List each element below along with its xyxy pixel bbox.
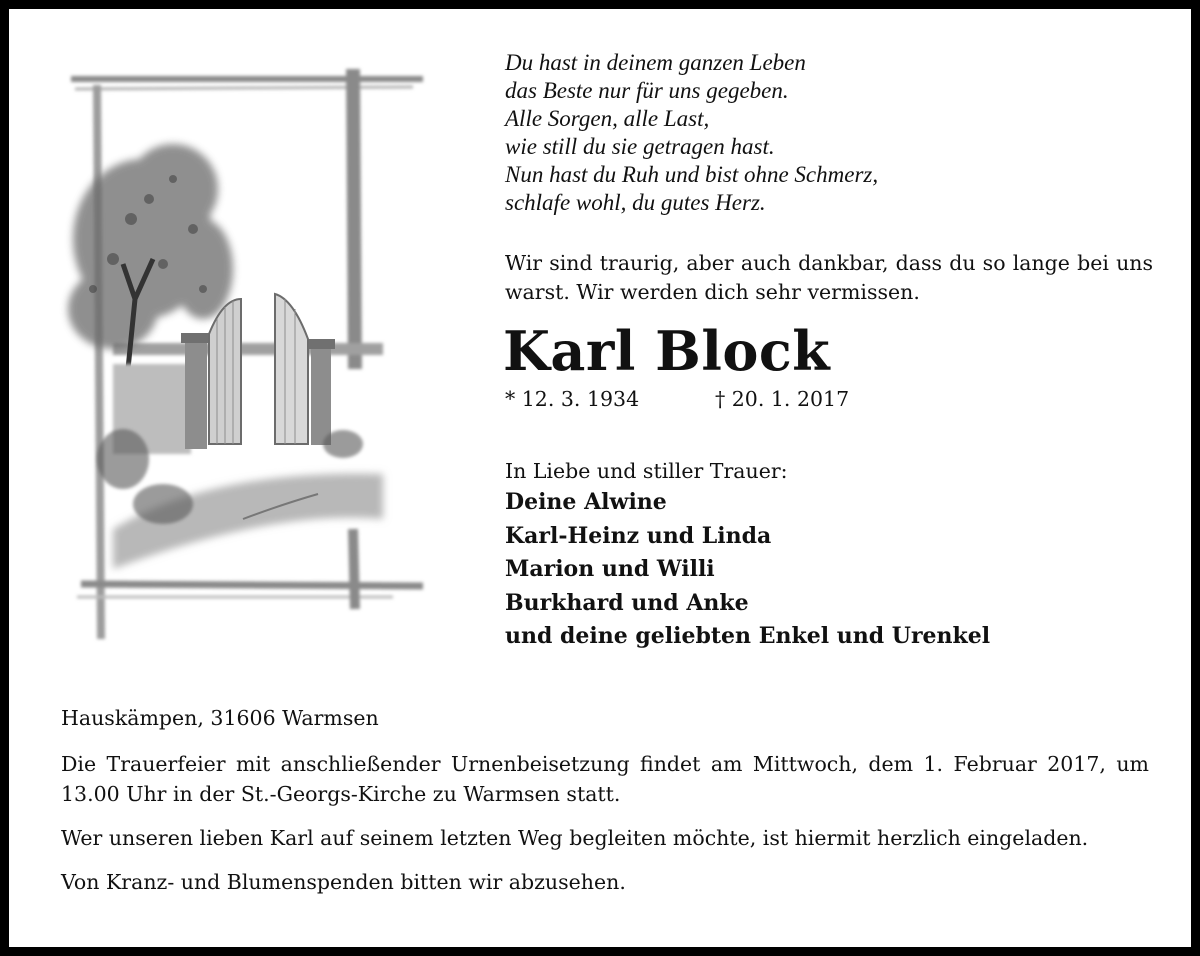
garden-gate-sketch-icon [53,49,433,659]
mourner-name: Karl-Heinz und Linda [505,522,772,549]
mourners-list [505,486,1165,654]
mourner-name: Deine Alwine [505,489,667,515]
service-info: Die Trauerfeier mit anschließender Urnenbeisetzung findet am Mittwoch, dem 1. Februar 2017, um 13.00 Uhr in der St.-Georgs-Kirche zu Warmsen statt. [61,752,1149,806]
mourners-intro: In Liebe und stiller Trauer: [505,459,788,483]
notice-footer [61,703,1149,911]
mourner-name: Burkhard und Anke [505,589,749,616]
address: Hauskämpen, 31606 Warmsen [61,706,379,730]
flowers-note: Von Kranz- und Blumenspenden bitten wir abzusehen. [61,870,626,894]
mourner-name: und deine geliebten Enkel und Urenkel [505,623,991,649]
invitation-text: Wer unseren lieben Karl auf seinem letzten Weg begleiten möchte, ist hiermit herzlich eingeladen. [61,826,1089,850]
birth-date: * 12. 3. 1934 [505,387,640,411]
life-dates [505,384,1005,414]
deceased-name: Karl Block [503,319,831,383]
memorial-poem: Du hast in deinem ganzen Leben das Beste nur für uns gegeben. Alle Sorgen, alle Last, wie still du sie getragen hast. Nun hast du Ruh und bist ohne Schmerz, schlafe wohl, du gutes Herz. [505,50,879,215]
mourner-name: Marion und Willi [505,556,715,582]
death-date: † 20. 1. 2017 [715,387,850,411]
intro-text: Wir sind traurig, aber auch dankbar, dass du so lange bei uns warst. Wir werden dich sehr vermissen. [505,251,1153,304]
